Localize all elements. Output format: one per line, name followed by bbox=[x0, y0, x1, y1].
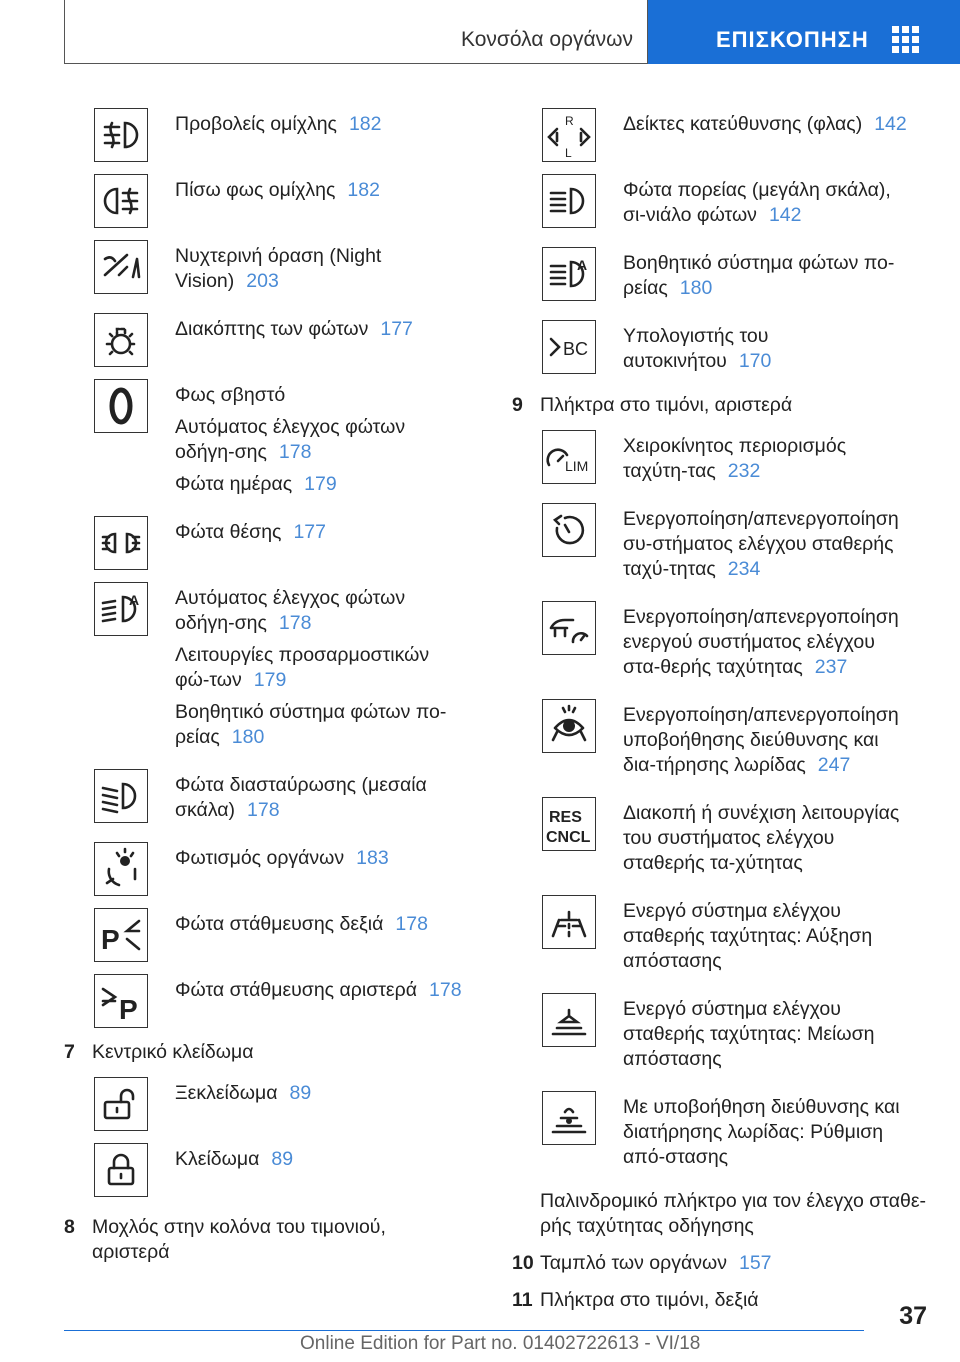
entry-label: Φώτα θέσης bbox=[175, 521, 282, 543]
entry-distance-adjust bbox=[512, 1091, 912, 1177]
entry-line bbox=[623, 112, 912, 137]
entry-line bbox=[175, 586, 464, 636]
page-link[interactable]: 178 bbox=[429, 979, 462, 1001]
entry-line bbox=[623, 1095, 912, 1170]
svg-text:LIM: LIM bbox=[565, 458, 589, 474]
speed-limiter-icon bbox=[542, 430, 596, 484]
entry-label: Διακοπή ή συνέχιση λειτουργίας του συστήματος ελέγχου σταθερής τα-χύτητας bbox=[623, 802, 900, 874]
page-link[interactable]: 247 bbox=[817, 754, 851, 776]
entry-line bbox=[623, 801, 912, 876]
entry-line bbox=[175, 978, 464, 1003]
entry-front-fog-lights bbox=[64, 108, 464, 162]
entry-text bbox=[623, 434, 912, 491]
entry-turn-signal bbox=[512, 108, 912, 162]
entry-text bbox=[623, 1095, 912, 1177]
page-link[interactable]: 142 bbox=[874, 113, 907, 135]
entry-line bbox=[623, 605, 912, 680]
entry-line bbox=[175, 643, 464, 693]
auto-headlight-icon bbox=[94, 582, 148, 636]
page-link[interactable]: 183 bbox=[356, 847, 389, 869]
page-link[interactable]: 234 bbox=[727, 558, 761, 580]
entry-unlock bbox=[64, 1077, 464, 1131]
entry-text bbox=[623, 324, 912, 381]
entry-text bbox=[623, 997, 912, 1079]
page-link[interactable]: 178 bbox=[395, 913, 428, 935]
page-link[interactable]: 237 bbox=[814, 656, 848, 678]
entry-line bbox=[623, 899, 912, 974]
high-beam-assist-icon bbox=[542, 247, 596, 301]
entry-low-beam bbox=[64, 769, 464, 830]
distance-increase-icon bbox=[542, 895, 596, 949]
instrument-lighting-icon bbox=[94, 842, 148, 896]
entry-line bbox=[175, 472, 464, 497]
entry-label: Φώτα διασταύρωσης (μεσαία σκάλα) bbox=[175, 774, 427, 821]
page-link[interactable]: 178 bbox=[278, 441, 312, 463]
page-link[interactable]: 203 bbox=[246, 270, 279, 292]
right-column bbox=[512, 108, 927, 1325]
entry-label: Αυτόματος έλεγχος φώτων οδήγη-σης bbox=[175, 587, 406, 634]
svg-text:L: L bbox=[565, 146, 572, 160]
entry-steering-assist bbox=[512, 699, 912, 785]
entry-text bbox=[175, 244, 464, 301]
item-9: 9 Πλήκτρα στο τιμόνι, αριστερά bbox=[512, 394, 793, 416]
entry-text bbox=[623, 251, 912, 308]
svg-text:A: A bbox=[577, 257, 588, 273]
entry-line bbox=[623, 251, 912, 301]
entry-lights-off bbox=[64, 379, 464, 504]
header-section bbox=[64, 0, 648, 64]
entry-parking-light-left bbox=[64, 974, 464, 1028]
entry-lock bbox=[64, 1143, 464, 1197]
entry-text bbox=[175, 383, 464, 504]
high-beam-icon bbox=[542, 174, 596, 228]
entry-label: Ενεργοποίηση/απενεργοποίηση υποβοήθησης διεύθυνσης και δια-τήρησης λωρίδας bbox=[623, 704, 899, 776]
entry-line bbox=[623, 997, 912, 1072]
page-number: 37 bbox=[899, 1302, 927, 1330]
entry-distance-decrease bbox=[512, 993, 912, 1079]
entry-line bbox=[175, 112, 464, 137]
page-link[interactable]: 178 bbox=[247, 799, 280, 821]
parking-light-right-icon bbox=[94, 908, 148, 962]
entry-cruise-control bbox=[512, 503, 912, 589]
svg-text:RES: RES bbox=[549, 809, 582, 826]
active-cruise-icon bbox=[542, 601, 596, 655]
night-vision-icon bbox=[94, 240, 148, 294]
entry-line bbox=[623, 703, 912, 778]
entry-label: Ενεργό σύστημα ελέγχου σταθερής ταχύτητας: Μείωση απόστασης bbox=[623, 998, 875, 1070]
entry-text bbox=[175, 178, 464, 210]
entry-parking-lights bbox=[64, 516, 464, 570]
page-link[interactable]: 89 bbox=[271, 1148, 294, 1170]
entry-res-cncl bbox=[512, 797, 912, 883]
entry-high-beam-assist bbox=[512, 247, 912, 308]
svg-text:A: A bbox=[129, 592, 140, 608]
entry-label: Φώτα στάθμευσης αριστερά bbox=[175, 979, 417, 1001]
entry-line bbox=[175, 1081, 464, 1106]
entry-text bbox=[175, 846, 464, 878]
cruise-control-icon bbox=[542, 503, 596, 557]
item-10: 10 Ταμπλό των οργάνων 157 bbox=[512, 1252, 772, 1274]
rocker-switch-text: Παλινδρομικό πλήκτρο για τον έλεγχο σταθε-ρής ταχύτητας οδήγησης bbox=[540, 1190, 927, 1237]
parking-light-left-icon bbox=[94, 974, 148, 1028]
entry-label: Λειτουργίες προσαρμοστικών φώ-των bbox=[175, 644, 430, 691]
entry-label: Ενεργό σύστημα ελέγχου σταθερής ταχύτητας: Αύξηση απόστασης bbox=[623, 900, 873, 972]
entry-text bbox=[623, 899, 912, 981]
entry-text bbox=[175, 520, 464, 552]
entry-line bbox=[175, 317, 464, 342]
entry-instrument-lighting bbox=[64, 842, 464, 896]
entry-line bbox=[175, 700, 464, 750]
page-link[interactable]: 178 bbox=[278, 612, 312, 634]
header-chapter[interactable] bbox=[648, 0, 960, 64]
grid-menu-icon[interactable] bbox=[892, 26, 919, 53]
page-link[interactable]: 180 bbox=[231, 726, 265, 748]
entry-label: Φώτα ημέρας bbox=[175, 473, 293, 495]
entry-text bbox=[175, 1081, 464, 1113]
entry-line bbox=[175, 244, 464, 294]
entry-active-cruise bbox=[512, 601, 912, 687]
lights-off-icon bbox=[94, 379, 148, 433]
entry-label: Χειροκίνητος περιορισμός ταχύτη-τας bbox=[623, 435, 847, 482]
svg-text:R: R bbox=[565, 114, 574, 128]
svg-text:P: P bbox=[119, 994, 138, 1025]
turn-signal-icon bbox=[542, 108, 596, 162]
entry-line bbox=[623, 434, 912, 484]
entry-line bbox=[175, 846, 464, 871]
res-cncl-icon bbox=[542, 797, 596, 851]
entry-text bbox=[175, 112, 464, 144]
entry-label: Υπολογιστής του αυτοκινήτου bbox=[623, 325, 769, 372]
parking-lights-icon bbox=[94, 516, 148, 570]
distance-decrease-icon bbox=[542, 993, 596, 1047]
page-link[interactable]: 179 bbox=[253, 669, 287, 691]
footer-edition: Online Edition for Part no. 01402722613 - VI/18 bbox=[300, 1333, 701, 1354]
entry-auto-headlight bbox=[64, 582, 464, 757]
entry-line bbox=[623, 507, 912, 582]
page-link[interactable]: 142 bbox=[768, 204, 802, 226]
page-link[interactable]: 170 bbox=[738, 350, 772, 372]
unlock-icon bbox=[94, 1077, 148, 1131]
page-link[interactable]: 177 bbox=[380, 318, 413, 340]
low-beam-icon bbox=[94, 769, 148, 823]
entry-speed-limiter bbox=[512, 430, 912, 491]
entry-label: Πίσω φως ομίχλης bbox=[175, 179, 336, 201]
page-link[interactable]: 89 bbox=[289, 1082, 312, 1104]
page-link[interactable]: 180 bbox=[679, 277, 713, 299]
item-7: 7 Κεντρικό κλείδωμα bbox=[64, 1041, 254, 1063]
item-8: 8 Μοχλός στην κολόνα του τιμονιού, αριστερά bbox=[64, 1216, 386, 1263]
page-link[interactable]: 182 bbox=[347, 179, 380, 201]
entry-label: Φώτα στάθμευσης δεξιά bbox=[175, 913, 384, 935]
entry-label: Φώτα πορείας (μεγάλη σκάλα), σι-νιάλο φώτων bbox=[623, 179, 891, 226]
light-switch-icon bbox=[94, 313, 148, 367]
lock-icon bbox=[94, 1143, 148, 1197]
entry-label: Προβολείς ομίχλης bbox=[175, 113, 337, 135]
svg-text:P: P bbox=[101, 924, 120, 955]
entry-label: Νυχτερινή όραση (Night Vision) bbox=[175, 245, 382, 292]
entry-high-beam bbox=[512, 174, 912, 235]
entry-text bbox=[623, 605, 912, 687]
entry-line bbox=[175, 383, 464, 408]
page-link[interactable]: 179 bbox=[304, 473, 337, 495]
entry-label: Ενεργοποίηση/απενεργοποίηση ενεργού συστήματος ελέγχου στα-θερής ταχύτητας bbox=[623, 606, 899, 678]
left-column bbox=[64, 108, 464, 1277]
entry-line bbox=[623, 324, 912, 374]
entry-label: Διακόπτης των φώτων bbox=[175, 318, 369, 340]
entry-rear-fog-light bbox=[64, 174, 464, 228]
entry-line bbox=[175, 178, 464, 203]
entry-line bbox=[175, 415, 464, 465]
entry-text bbox=[623, 703, 912, 785]
entry-line bbox=[175, 773, 464, 823]
steering-assist-icon bbox=[542, 699, 596, 753]
entry-light-switch bbox=[64, 313, 464, 367]
entry-label: Βοηθητικό σύστημα φώτων πο-ρείας bbox=[175, 701, 447, 748]
entry-parking-light-right bbox=[64, 908, 464, 962]
entry-label: Κλείδωμα bbox=[175, 1148, 260, 1170]
svg-text:BC: BC bbox=[563, 339, 589, 359]
entry-text bbox=[175, 317, 464, 349]
entry-text bbox=[175, 1147, 464, 1179]
footer-rule bbox=[64, 1330, 864, 1331]
entry-night-vision bbox=[64, 240, 464, 301]
svg-text:CNCL: CNCL bbox=[546, 829, 591, 846]
entry-onboard-computer bbox=[512, 320, 912, 381]
item-11: 11 Πλήκτρα στο τιμόνι, δεξιά bbox=[512, 1289, 759, 1311]
page-link[interactable]: 177 bbox=[293, 521, 326, 543]
entry-distance-increase bbox=[512, 895, 912, 981]
page-link[interactable]: 182 bbox=[348, 113, 382, 135]
section-title: Κονσόλα οργάνων bbox=[461, 28, 633, 51]
entry-line bbox=[623, 178, 912, 228]
entry-text bbox=[623, 178, 912, 235]
rear-fog-light-icon bbox=[94, 174, 148, 228]
entry-label: Ενεργοποίηση/απενεργοποίηση συ-στήματος ελέγχου σταθερής ταχύ-τητας bbox=[623, 508, 899, 580]
chapter-title: ΕΠΙΣΚΟΠΗΣΗ bbox=[716, 27, 869, 52]
page-link[interactable]: 157 bbox=[738, 1252, 772, 1274]
entry-label: Αυτόματος έλεγχος φώτων οδήγη-σης bbox=[175, 416, 406, 463]
entry-label: Δείκτες κατεύθυνσης (φλας) bbox=[623, 113, 863, 135]
entry-text bbox=[623, 112, 912, 144]
entry-label: Με υποβοήθηση διεύθυνσης και διατήρησης λωρίδας: Ρύθμιση από-στασης bbox=[623, 1096, 900, 1168]
front-fog-lights-icon bbox=[94, 108, 148, 162]
entry-label: Βοηθητικό σύστημα φώτων πο-ρείας bbox=[623, 252, 895, 299]
entry-label: Ξεκλείδωμα bbox=[175, 1082, 278, 1104]
entry-label: Φωτισμός οργάνων bbox=[175, 847, 345, 869]
entry-text bbox=[175, 978, 464, 1010]
entry-text bbox=[175, 773, 464, 830]
onboard-computer-icon bbox=[542, 320, 596, 374]
page-link[interactable]: 232 bbox=[727, 460, 761, 482]
entry-line bbox=[175, 912, 464, 937]
entry-text bbox=[175, 912, 464, 944]
distance-adjust-icon bbox=[542, 1091, 596, 1145]
entry-line bbox=[175, 1147, 464, 1172]
entry-text bbox=[623, 507, 912, 589]
entry-line bbox=[175, 520, 464, 545]
entry-label: Φως σβηστό bbox=[175, 384, 286, 406]
entry-text bbox=[623, 801, 912, 883]
entry-text bbox=[175, 586, 464, 757]
